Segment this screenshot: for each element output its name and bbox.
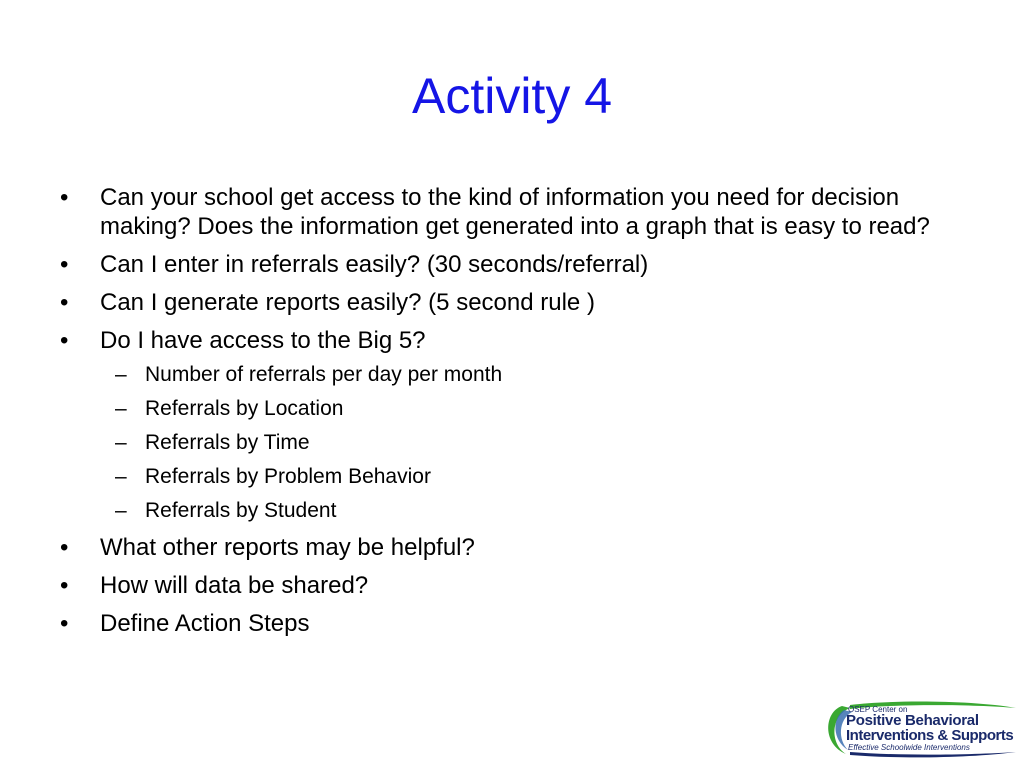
bullet-text: How will data be shared? xyxy=(100,572,369,599)
logo-line2: Positive Behavioral xyxy=(846,712,979,729)
sub-list-item xyxy=(60,362,960,388)
bullet-marker: • xyxy=(60,610,69,637)
dash-marker: – xyxy=(115,363,127,386)
logo-line3: Interventions & Supports xyxy=(846,727,1014,744)
sub-bullet-list xyxy=(60,362,960,524)
bullet-marker: • xyxy=(60,289,69,316)
bullet-list xyxy=(60,183,960,647)
list-item xyxy=(60,533,960,562)
list-item xyxy=(60,326,960,355)
sub-bullet-text: Referrals by Location xyxy=(145,397,344,420)
logo-line4: Effective Schoolwide Interventions xyxy=(848,743,970,752)
sub-list-item xyxy=(60,498,960,524)
sub-list-item xyxy=(60,396,960,422)
list-item xyxy=(60,250,960,279)
bullet-marker: • xyxy=(60,572,69,599)
bullet-text: Do I have access to the Big 5? xyxy=(100,327,426,354)
logo-line1: OSEP Center on xyxy=(848,705,908,714)
dash-marker: – xyxy=(115,465,127,488)
dash-marker: – xyxy=(115,499,127,522)
sub-bullet-text: Referrals by Time xyxy=(145,431,310,454)
slide-title: Activity 4 xyxy=(411,68,613,124)
bullet-marker: • xyxy=(60,184,69,211)
list-item xyxy=(60,571,960,600)
bullet-marker: • xyxy=(60,251,69,278)
bullet-text: What other reports may be helpful? xyxy=(100,534,475,561)
sub-list-item xyxy=(60,464,960,490)
sub-bullet-text: Referrals by Problem Behavior xyxy=(145,465,431,488)
bullet-text: Define Action Steps xyxy=(100,610,310,637)
bullet-text: Can your school get access to the kind of information you need for decision making? Does the information get generated into a graph that is easy to read? xyxy=(100,184,930,240)
bullet-text: Can I generate reports easily? (5 second rule ) xyxy=(100,289,595,316)
bullet-text: Can I enter in referrals easily? (30 seconds/referral) xyxy=(100,251,649,278)
sub-bullet-text: Number of referrals per day per month xyxy=(145,363,503,386)
sub-list-container xyxy=(60,362,960,524)
sub-list-item xyxy=(60,430,960,456)
pbis-logo xyxy=(820,700,1020,760)
dash-marker: – xyxy=(115,431,127,454)
list-item xyxy=(60,183,960,241)
list-item xyxy=(60,288,960,317)
dash-marker: – xyxy=(115,397,127,420)
sub-bullet-text: Referrals by Student xyxy=(145,499,337,522)
bullet-marker: • xyxy=(60,534,69,561)
list-item xyxy=(60,609,960,638)
bullet-marker: • xyxy=(60,327,69,354)
